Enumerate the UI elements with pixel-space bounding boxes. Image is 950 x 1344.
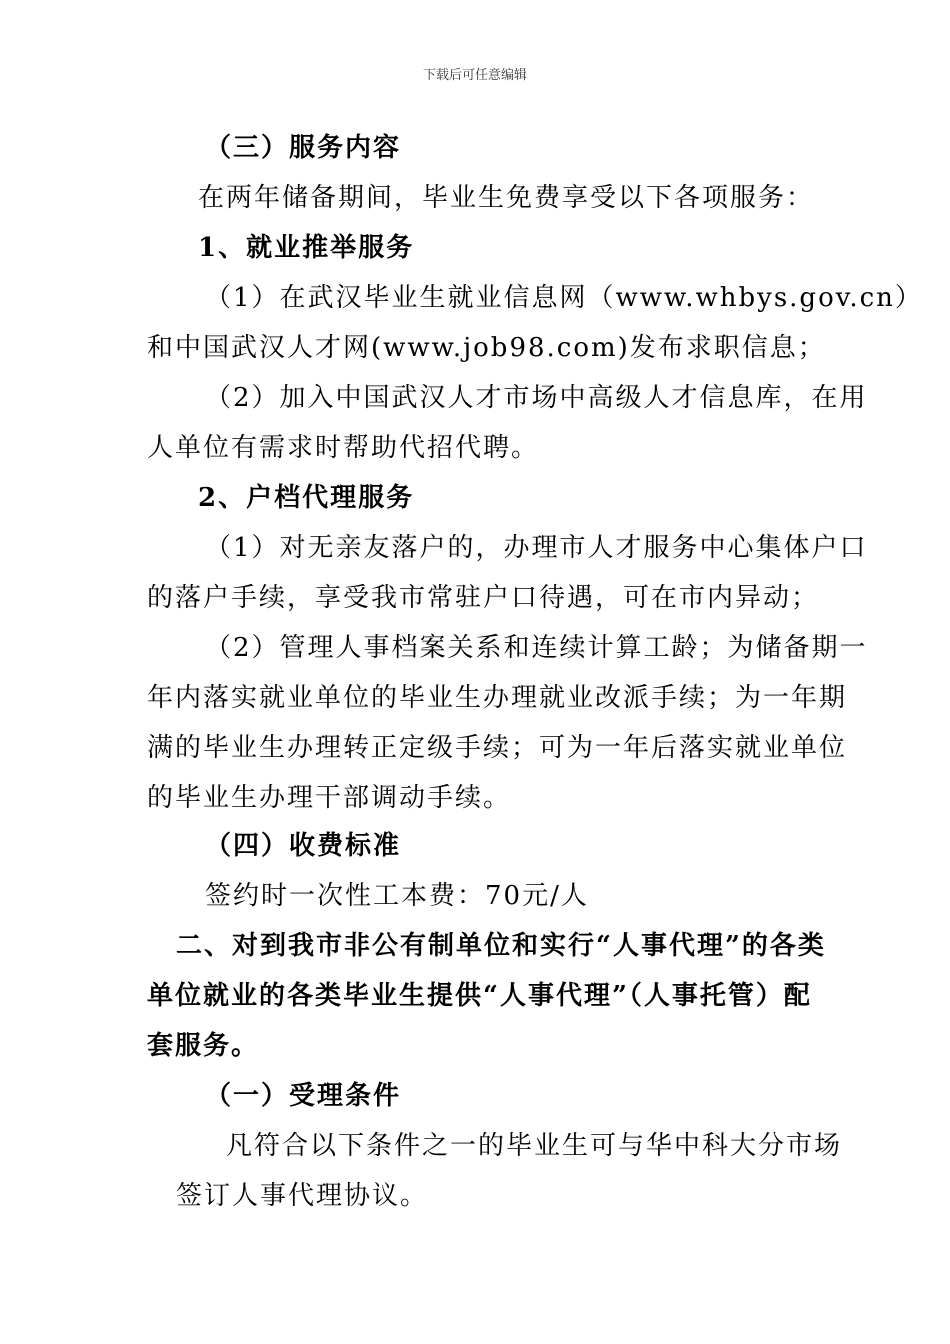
paragraph-line: 在两年储备期间，毕业生免费享受以下各项服务： <box>198 183 815 213</box>
subheading-employment-recommendation: 1、就业推举服务 <box>198 233 415 263</box>
paragraph-line: 年内落实就业单位的毕业生办理就业改派手续；为一年期 <box>147 683 848 713</box>
paragraph-line: （2）管理人事档案关系和连续计算工龄；为储备期一 <box>205 633 868 663</box>
section-heading-fee-standard: （四）收费标准 <box>205 831 402 861</box>
paragraph-line: 满的毕业生办理转正定级手续；可为一年后落实就业单位 <box>147 733 848 763</box>
paragraph-line: 和中国武汉人才网(www.job98.com)发布求职信息； <box>147 333 826 363</box>
section-heading-service-content: （三）服务内容 <box>205 133 402 163</box>
section-heading-personnel-agency: 二、对到我市非公有制单位和实行“人事代理”的各类 <box>176 931 826 961</box>
paragraph-line: 签约时一次性工本费：70元/人 <box>205 881 589 911</box>
paragraph-line: （1）对无亲友落户的，办理市人才服务中心集体户口 <box>205 533 868 563</box>
page-header: 下载后可任意编辑 <box>422 68 527 83</box>
paragraph-line: 人单位有需求时帮助代招代聘。 <box>147 433 540 463</box>
paragraph-line: （1）在武汉毕业生就业信息网（www.whbys.gov.cn） <box>205 283 923 313</box>
section-heading-acceptance-conditions: （一）受理条件 <box>205 1081 402 1111</box>
section-heading-personnel-agency: 套服务。 <box>147 1031 260 1061</box>
paragraph-line: 签订人事代理协议。 <box>176 1181 429 1211</box>
paragraph-line: 的毕业生办理干部调动手续。 <box>147 783 512 813</box>
paragraph-line: 的落户手续，享受我市常驻户口待遇，可在市内异动； <box>147 583 820 613</box>
section-heading-personnel-agency: 单位就业的各类毕业生提供“人事代理”（人事托管）配 <box>147 981 812 1011</box>
subheading-household-archive-agency: 2、户档代理服务 <box>198 483 415 513</box>
paragraph-line: （2）加入中国武汉人才市场中高级人才信息库，在用 <box>205 383 868 413</box>
paragraph-line: 凡符合以下条件之一的毕业生可与华中科大分市场 <box>226 1131 843 1161</box>
